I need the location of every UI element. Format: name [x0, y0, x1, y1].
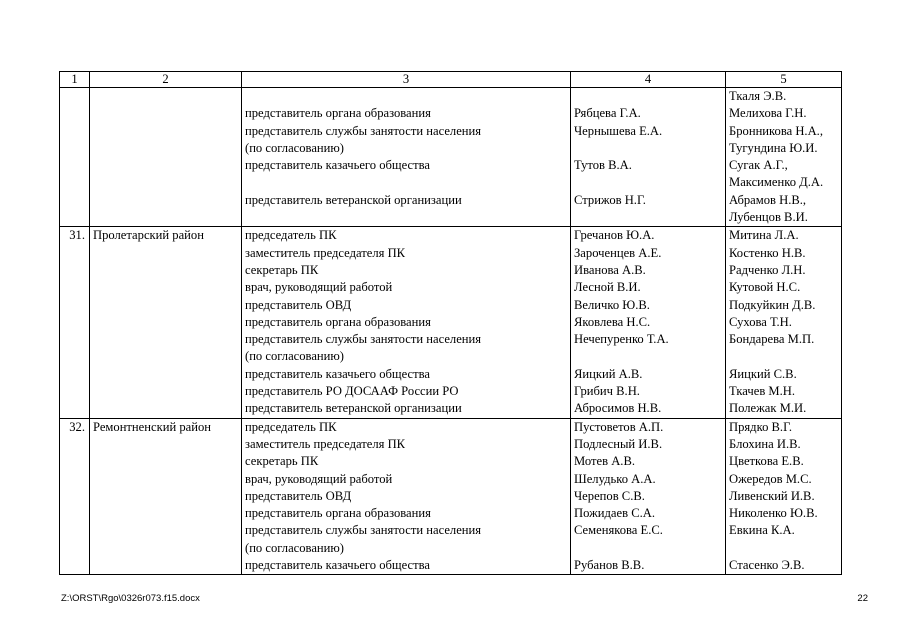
reserve-line: Ткаля Э.В.: [729, 89, 787, 103]
role-line: (по согласованию): [245, 540, 345, 555]
table-row: [60, 418, 842, 575]
member-cell: [571, 418, 726, 575]
member-line: Пожидаев С.А.: [574, 506, 655, 521]
reserve-line: Сугак А.Г.,: [729, 158, 788, 173]
member-line: Рубанов В.В.: [574, 558, 645, 573]
role-line: врач, руководящий работой: [245, 280, 393, 295]
member-line: [574, 140, 722, 157]
role-line: представитель ветеранской организации: [245, 401, 462, 416]
district-name-text: Ремонтненский район: [93, 419, 212, 434]
reserve-line: Бронникова Н.А.,: [729, 123, 823, 138]
table-row: [60, 227, 842, 418]
member-line: Черепов С.В.: [574, 488, 645, 503]
role-line: [245, 174, 567, 191]
reserve-line: Ливенский И.В.: [729, 488, 815, 503]
row-number: [60, 88, 90, 227]
member-line: [574, 348, 722, 365]
header-col-4: 4: [571, 72, 726, 88]
member-line: Нечепуренко Т.А.: [574, 332, 669, 347]
role-line: представитель органа образования: [245, 314, 431, 329]
reserve-line: Тугундина Ю.И.: [729, 140, 818, 155]
header-col-3: 3: [242, 72, 571, 88]
role-line: представитель РО ДОСААФ России РО: [245, 384, 459, 399]
reserve-line: Ткачев М.Н.: [729, 384, 795, 399]
reserve-line: Блохина И.В.: [729, 436, 801, 451]
reserve-cell: [726, 227, 842, 418]
reserve-line: Евкина К.А.: [729, 523, 795, 538]
role-line: председатель ПК: [245, 228, 337, 243]
table-row: [60, 88, 842, 227]
member-line: Шелудько А.А.: [574, 471, 656, 486]
header-col-2: 2: [90, 72, 242, 88]
member-line: [574, 88, 722, 105]
member-line: Яковлева Н.С.: [574, 314, 651, 329]
role-cell: [242, 88, 571, 227]
district-name-text: Пролетарский район: [93, 228, 204, 243]
member-line: Рябцева Г.А.: [574, 106, 641, 121]
role-line: представитель ОВД: [245, 297, 352, 312]
role-line: представитель службы занятости населения: [245, 332, 482, 347]
reserve-line: Радченко Л.Н.: [729, 262, 806, 277]
reserve-line: [729, 540, 838, 557]
reserve-line: Сухова Т.Н.: [729, 314, 792, 329]
role-line: (по согласованию): [245, 140, 345, 155]
member-line: Стрижов Н.Г.: [574, 192, 646, 207]
reserve-line: Цветкова Е.В.: [729, 454, 804, 469]
reserve-line: Николенко Ю.В.: [729, 506, 818, 521]
member-line: Зароченцев А.Е.: [574, 245, 662, 260]
role-line: председатель ПК: [245, 419, 337, 434]
reserve-line: Абрамов Н.В.,: [729, 192, 807, 207]
member-line: Абросимов Н.В.: [574, 401, 662, 416]
role-line: заместитель председателя ПК: [245, 436, 406, 451]
member-cell: [571, 88, 726, 227]
reserve-line: Бондарева М.П.: [729, 332, 815, 347]
member-line: Пустоветов А.П.: [574, 419, 664, 434]
role-line: врач, руководящий работой: [245, 471, 393, 486]
reserve-cell: [726, 88, 842, 227]
role-line: представитель органа образования: [245, 106, 431, 121]
role-line: секретарь ПК: [245, 454, 319, 469]
reserve-line: Максименко Д.А.: [729, 175, 824, 190]
reserve-line: Подкуйкин Д.В.: [729, 297, 816, 312]
reserve-cell: [726, 418, 842, 575]
role-line: представитель службы занятости населения: [245, 523, 482, 538]
member-line: Мотев А.В.: [574, 454, 635, 469]
role-line: представитель ОВД: [245, 488, 352, 503]
member-line: Иванова А.В.: [574, 262, 646, 277]
role-line: представитель органа образования: [245, 506, 431, 521]
reserve-line: Ожередов М.С.: [729, 471, 812, 486]
member-line: [574, 209, 722, 226]
role-line: (по согласованию): [245, 349, 345, 364]
member-line: [574, 174, 722, 191]
district-name: [90, 88, 242, 227]
reserve-line: Кутовой Н.С.: [729, 280, 801, 295]
member-line: Гречанов Ю.А.: [574, 228, 655, 243]
row-number: [60, 418, 90, 575]
member-line: Яицкий А.В.: [574, 366, 643, 381]
footer-file-path: Z:\ORST\Rgo\0326r073.f15.docx: [61, 593, 200, 604]
role-line: [245, 88, 567, 105]
row-number-text: 31.: [69, 228, 85, 243]
reserve-line: Мелихова Г.Н.: [729, 106, 807, 121]
role-line: секретарь ПК: [245, 262, 319, 277]
member-line: Грибич В.Н.: [574, 384, 640, 399]
reserve-line: Лубенцов В.И.: [729, 210, 808, 225]
reserve-line: Стасенко Э.В.: [729, 558, 805, 573]
reserve-line: Яицкий С.В.: [729, 366, 797, 381]
role-line: представитель казачьего общества: [245, 366, 430, 381]
reserve-line: Полежак М.И.: [729, 401, 807, 416]
row-number-text: 32.: [69, 419, 85, 434]
role-line: представитель казачьего общества: [245, 558, 430, 573]
reserve-line: Прядко В.Г.: [729, 419, 793, 434]
district-name: [90, 227, 242, 418]
district-name: [90, 418, 242, 575]
role-line: представитель казачьего общества: [245, 158, 430, 173]
header-col-5: 5: [726, 72, 842, 88]
reserve-line: Митина Л.А.: [729, 228, 799, 243]
role-cell: [242, 227, 571, 418]
footer-page-number: 22: [857, 593, 868, 604]
member-line: Семенякова Е.С.: [574, 523, 663, 538]
member-line: Чернышева Е.А.: [574, 123, 663, 138]
header-row: [60, 72, 842, 88]
commission-table: [59, 71, 842, 575]
member-cell: [571, 227, 726, 418]
member-line: [574, 540, 722, 557]
role-line: заместитель председателя ПК: [245, 245, 406, 260]
reserve-line: Костенко Н.В.: [729, 245, 806, 260]
member-line: Величко Ю.В.: [574, 297, 650, 312]
member-line: Тутов В.А.: [574, 158, 632, 173]
member-line: Подлесный И.В.: [574, 436, 663, 451]
role-line: [245, 209, 567, 226]
role-cell: [242, 418, 571, 575]
row-number: [60, 227, 90, 418]
role-line: представитель службы занятости населения: [245, 123, 482, 138]
reserve-line: [729, 348, 838, 365]
role-line: представитель ветеранской организации: [245, 192, 462, 207]
header-col-1: 1: [60, 72, 90, 88]
member-line: Лесной В.И.: [574, 280, 641, 295]
